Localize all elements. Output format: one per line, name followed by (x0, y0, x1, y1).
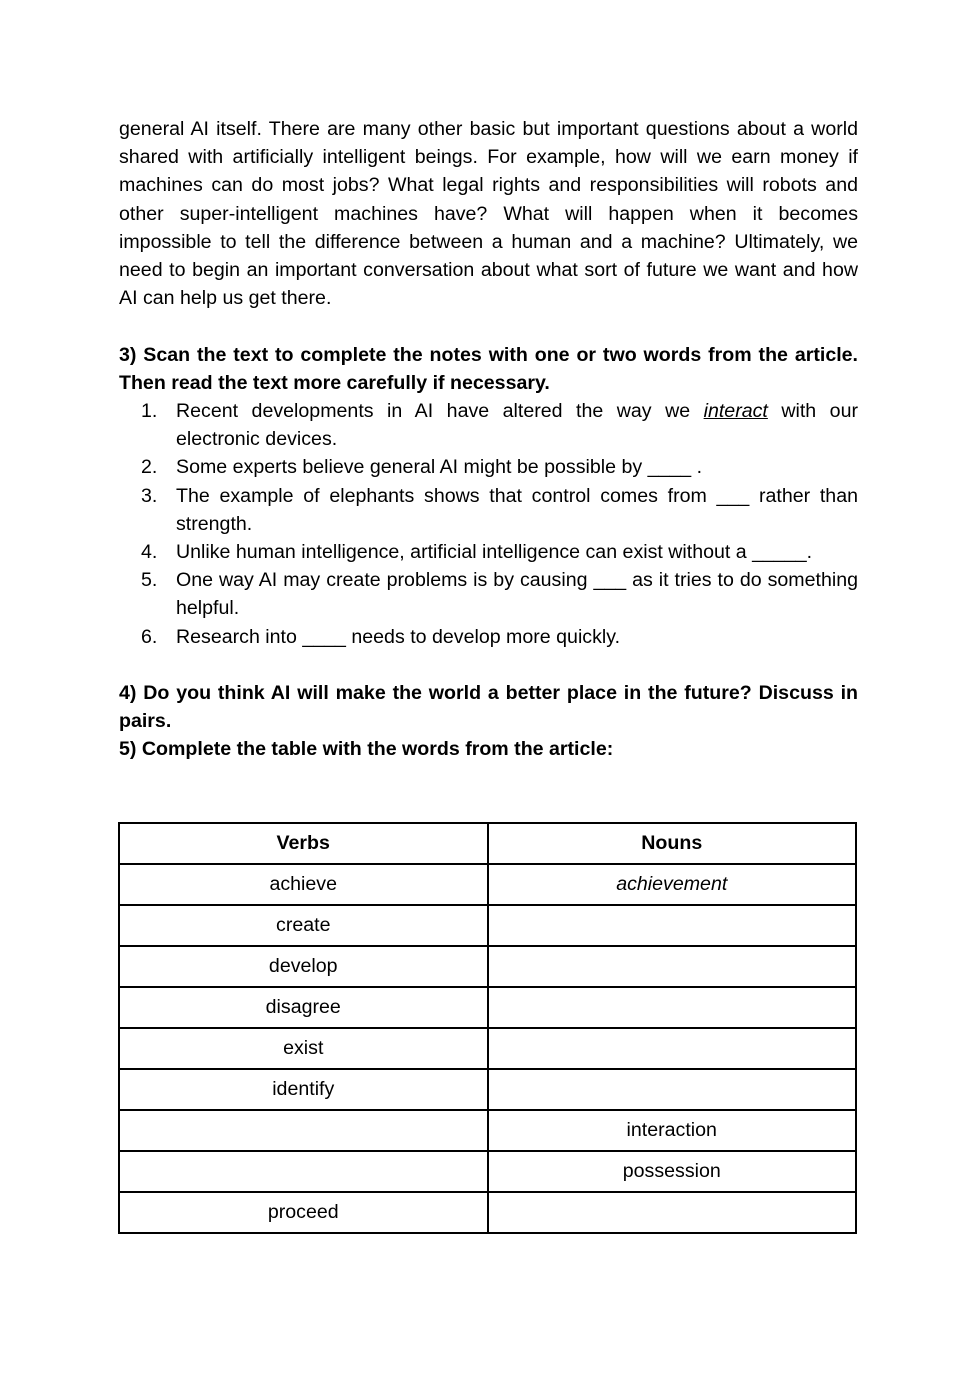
noun-cell[interactable] (488, 1069, 857, 1110)
task5-instruction: 5) Complete the table with the words from the article: (119, 738, 614, 761)
header-verbs: Verbs (119, 823, 488, 864)
verb-cell: develop (119, 946, 488, 987)
table-row (119, 946, 856, 987)
noun-cell: achievement (488, 864, 857, 905)
noun-cell[interactable] (488, 1028, 857, 1069)
verb-cell: proceed (119, 1192, 488, 1233)
verbs-nouns-table (118, 822, 857, 1234)
verb-cell[interactable] (119, 1151, 488, 1192)
note-example-word: interact (703, 400, 768, 423)
note-number: 4. (141, 541, 158, 564)
verb-cell: achieve (119, 864, 488, 905)
note-item-4 (119, 538, 858, 566)
verb-cell: create (119, 905, 488, 946)
note-text: Some experts believe general AI might be possible by ____ . (176, 456, 703, 479)
task3-notes-list (119, 397, 858, 651)
table-row (119, 1069, 856, 1110)
task3-instruction: 3) Scan the text to complete the notes with one or two words from the article. Then read the text more carefully if necessary. (119, 343, 858, 394)
noun-cell: possession (488, 1151, 857, 1192)
spacer (119, 312, 858, 340)
note-item-5 (119, 566, 858, 622)
note-number: 1. (141, 400, 158, 423)
noun-cell[interactable] (488, 1192, 857, 1233)
note-text: Research into ____ needs to develop more quickly. (176, 625, 621, 648)
note-number: 5. (141, 569, 158, 592)
note-text-after: with our electronic devices. (176, 400, 858, 451)
table-row (119, 1151, 856, 1192)
verb-cell: exist (119, 1028, 488, 1069)
intro-paragraph: general AI itself. There are many other basic but important questions about a world shared with artificially intelligent beings. For example, how will we earn money if machines can do most jobs? What legal rights and responsibilities will robots and other super-intelligent machines have? What will happen when it becomes impossible to tell the difference between a human and a machine? Ultimately, we need to begin an important conversation about what sort of future we want and how AI can help us get there. (119, 118, 858, 310)
noun-cell[interactable] (488, 987, 857, 1028)
note-text: One way AI may create problems is by causing ___ as it tries to do something helpful. (176, 569, 858, 620)
noun-cell: interaction (488, 1110, 857, 1151)
note-item-2 (119, 453, 858, 481)
table-row (119, 1192, 856, 1233)
noun-cell[interactable] (488, 946, 857, 987)
task4-instruction: 4) Do you think AI will make the world a better place in the future? Discuss in pairs. (119, 682, 858, 733)
spacer (119, 651, 858, 679)
note-text: Unlike human intelligence, artificial intelligence can exist without a _____. (176, 541, 813, 564)
header-nouns: Nouns (488, 823, 857, 864)
table-row (119, 987, 856, 1028)
note-number: 2. (141, 456, 158, 479)
table-row (119, 905, 856, 946)
note-text-before: Recent developments in AI have altered the way we (176, 400, 704, 423)
verb-cell: identify (119, 1069, 488, 1110)
table-row (119, 1028, 856, 1069)
note-number: 3. (141, 484, 158, 507)
note-text: The example of elephants shows that control comes from ___ rather than strength. (176, 484, 858, 535)
table-header-row (119, 823, 856, 864)
note-item-6 (119, 623, 858, 651)
note-item-1 (119, 397, 858, 453)
verb-cell[interactable] (119, 1110, 488, 1151)
note-number: 6. (141, 625, 158, 648)
table-row (119, 1110, 856, 1151)
table-row (119, 864, 856, 905)
worksheet-page (119, 115, 858, 764)
verb-cell: disagree (119, 987, 488, 1028)
note-item-3 (119, 482, 858, 538)
noun-cell[interactable] (488, 905, 857, 946)
